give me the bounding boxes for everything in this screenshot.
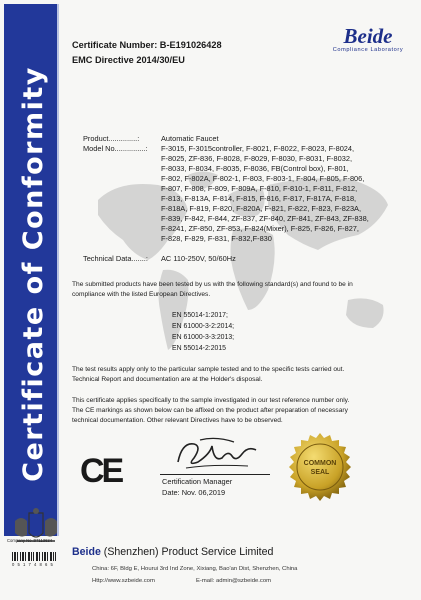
model-list [161, 144, 413, 244]
paragraph-line: The submitted products have been tested by us with the following standard(s) and found to be in [72, 281, 353, 288]
issue-date: Date: Nov. 06,2019 [162, 488, 226, 497]
model-line: F-8025, ZF-836, F-8028, F-8029, F-8030, F-8031, F-8032, [161, 154, 353, 163]
company-website: Http://www.szbeide.com [92, 578, 155, 584]
paragraph-line: compliance with the listed European Directives. [72, 291, 211, 299]
barcode-image [12, 552, 56, 561]
paragraph-line: The CE markings as shown below can be affixed on the product after preparation of necessary [72, 407, 348, 415]
model-line: F-8241, ZF-850, ZF-853, F-824(Mixer), F-825, F-826, F-827, [161, 224, 359, 233]
model-line: F-8033, F-8034, F-8035, F-8036, FB(Control box), F-801, [161, 164, 349, 173]
seal-line-1: COMMON [303, 460, 337, 467]
technical-value: AC 110-250V, 50/60Hz [161, 254, 236, 263]
model-line: F-3015, F-3015controller, F-8021, F-8022, F-8023, F-8024, [161, 144, 355, 153]
sidebar-stripe [57, 4, 59, 536]
vertical-title: Certificate of Conformity [18, 66, 49, 482]
common-seal-icon [285, 432, 355, 502]
paragraph-line: Technical Report and documentation are at the Holder's disposal. [72, 376, 263, 384]
company-number: Company No.:07113634 [7, 538, 53, 543]
ce-mark: CE [80, 452, 122, 490]
brand-subtitle: Compliance Laboratory [332, 47, 404, 53]
standard-item: EN 55014-1:2017; [172, 312, 228, 319]
barcode-number: 0 5 1 7 4 8 6 5 [12, 562, 54, 567]
company-email: E-mail: admin@szbeide.com [196, 578, 272, 584]
certificate-number: Certificate Number: B-E191026428 [72, 40, 222, 50]
product-value: Automatic Faucet [161, 134, 219, 143]
model-line: F-802, F-802A, F-802-1, F-803, F-803-1, F-804, F-805, F-806, [161, 174, 365, 183]
standard-item: EN 55014-2:2015 [172, 345, 227, 352]
company-name [72, 546, 273, 558]
technical-label: Technical Data.......: [83, 254, 148, 263]
product-label: Product..............: [83, 134, 140, 143]
brand-name: Beide [343, 24, 393, 48]
standard-item: EN 61000-3-2:2014; [172, 323, 235, 330]
paragraph-line: technical documentation. Other relevant Directives have to be observed. [72, 417, 283, 425]
directive: EMC Directive 2014/30/EU [72, 55, 185, 65]
paragraph-line: The test results apply only to the particular sample tested and to the specific tests carried out. [72, 366, 345, 373]
results-paragraph [72, 365, 412, 385]
company-name-rest: (Shenzhen) Product Service Limited [100, 546, 274, 558]
title-sidebar [4, 4, 57, 536]
model-line: F-807, F-808, F-809, F-809A, F-810, F-810-1, F-811, F-812, [161, 184, 358, 193]
signature-line [160, 474, 270, 475]
model-line: F-818A, F-819, F-820, F-820A, F-821, F-822, F-823, F-823A, [161, 204, 362, 213]
company-address: China: 6F, Bldg E, Hourui 3rd Ind Zone, Xixiang, Bao'an Dist, Shenzhen, China [92, 566, 298, 572]
company-name-bold: Beide [72, 546, 101, 558]
model-line: F-813, F-813A, F-814, F-815, F-816, F-817, F-817A, F-818, [161, 194, 357, 203]
brand-logo [326, 25, 410, 53]
tested-paragraph [72, 280, 412, 300]
paragraph-line: This certificate applies specifically to the sample investigated in our test reference number only. [72, 397, 350, 404]
signatory-title: Certification Manager [162, 477, 233, 486]
model-line: F-828, F-829, F-831, F-832,F-830 [161, 234, 272, 243]
applies-paragraph [72, 396, 412, 427]
model-line: F-839, F-842, F-844, ZF-837, ZF-840, ZF-841, ZF-843, ZF-838, [161, 214, 369, 223]
standard-item: EN 61000-3-3:2013; [172, 334, 235, 341]
seal-line-2: SEAL [310, 469, 330, 476]
coat-of-arms-icon [7, 497, 65, 557]
signature-image [172, 432, 262, 474]
model-label: Model No...............: [83, 144, 148, 153]
